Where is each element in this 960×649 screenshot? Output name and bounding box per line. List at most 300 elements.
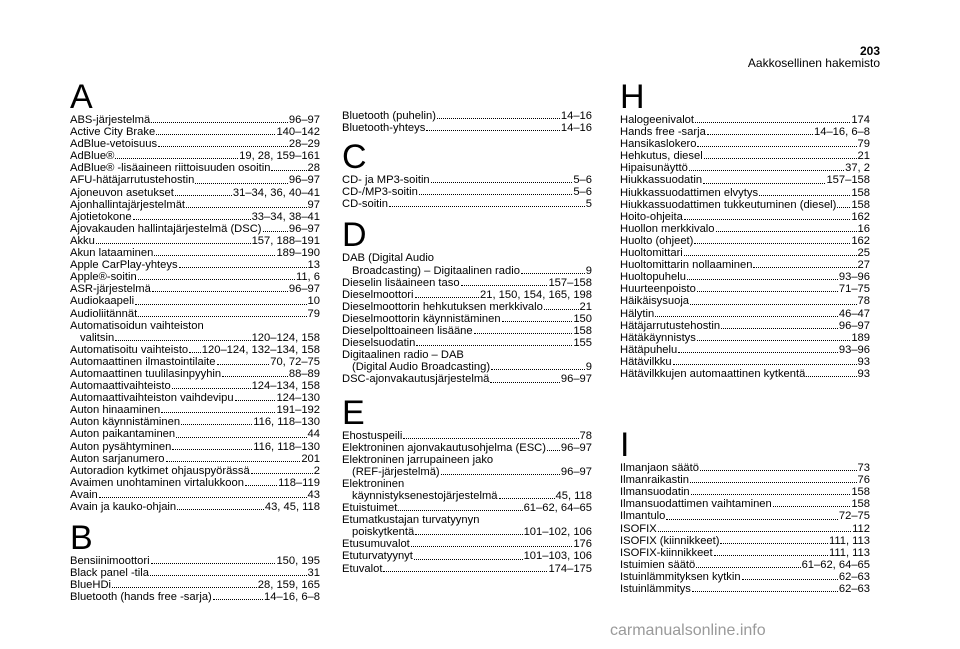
- leader-dots: [697, 291, 838, 292]
- leader-dots: [222, 376, 288, 377]
- entry-term: Automaattivaihteisto: [70, 380, 171, 393]
- entry-pages: 201: [301, 452, 320, 465]
- index-entry: [70, 380, 320, 392]
- leader-dots: [692, 591, 838, 592]
- leader-dots: [544, 309, 579, 310]
- index-entry: [70, 320, 320, 332]
- entry-term: Active City Brake: [70, 126, 156, 139]
- entry-pages: 78: [579, 429, 592, 442]
- entry-term: Bluetooth-yhteys: [342, 122, 426, 135]
- leader-dots: [499, 498, 555, 499]
- entry-list: [342, 252, 592, 385]
- entry-term: Autoradion kytkimet ohjauspyörässä: [70, 464, 250, 477]
- entry-pages: 158: [851, 486, 870, 499]
- leader-dots: [151, 122, 288, 123]
- entry-pages: 43: [307, 488, 320, 501]
- index-entry: [70, 368, 320, 380]
- entry-pages: 14–16, 6–8: [814, 126, 870, 139]
- entry-term: Hands free -sarja: [620, 126, 706, 139]
- entry-pages: 21: [579, 300, 592, 313]
- index-entry: [620, 486, 870, 498]
- entry-term: Automaattinen tuulilasinpyyhin: [70, 367, 222, 380]
- leader-dots: [195, 183, 288, 184]
- entry-pages: 61–62, 64–65: [523, 502, 592, 515]
- index-entry: [70, 465, 320, 477]
- entry-pages: 96–97: [288, 174, 320, 187]
- entry-term: Huollon merkkivalo: [620, 222, 715, 235]
- index-entry: [70, 295, 320, 307]
- entry-pages: 155: [573, 337, 592, 350]
- entry-list: [620, 114, 870, 380]
- entry-term: Digitaalinen radio – DAB: [342, 349, 464, 362]
- leader-dots: [181, 424, 252, 425]
- entry-term: Huolto (ohjeet): [620, 234, 694, 247]
- entry-term: Black panel -tila: [70, 567, 149, 580]
- entry-term: CD-soitin: [342, 198, 389, 211]
- index-entry: [342, 174, 592, 186]
- leader-dots: [691, 494, 851, 495]
- leader-dots: [416, 345, 572, 346]
- index-entry: [342, 526, 592, 538]
- entry-pages: 14–16: [560, 122, 592, 135]
- entry-term: Broadcasting) – Digitaalinen radio: [352, 264, 520, 277]
- leader-dots: [431, 182, 573, 183]
- entry-pages: 174–175: [548, 562, 592, 575]
- entry-term: Apple®-soitin: [70, 271, 137, 284]
- index-entry: [342, 502, 592, 514]
- entry-term: CD-/MP3-soitin: [342, 186, 418, 199]
- leader-dots: [714, 555, 828, 556]
- entry-term: Hiukkassuodattimen elvytys: [620, 186, 759, 199]
- index-entry: [342, 361, 592, 373]
- index-entry: [70, 489, 320, 501]
- index-entry: [342, 430, 592, 442]
- entry-pages: 93–96: [838, 271, 870, 284]
- section-letter: I: [620, 426, 630, 465]
- entry-pages: 116, 118–130: [253, 440, 320, 453]
- index-entry: [70, 453, 320, 465]
- index-entry: [70, 579, 320, 591]
- index-entry: [620, 114, 870, 126]
- index-entry: [620, 174, 870, 186]
- entry-term: AdBlue®: [70, 150, 115, 163]
- entry-term: ABS-järjestelmä: [70, 114, 151, 126]
- index-entry: [620, 510, 870, 522]
- index-entry: [70, 477, 320, 489]
- leader-dots: [271, 170, 306, 171]
- entry-term: Dieselmoottori: [342, 288, 414, 301]
- leader-dots: [697, 146, 856, 147]
- leader-dots: [217, 364, 270, 365]
- entry-pages: 93: [857, 355, 870, 368]
- entry-term: Hansikaslokero: [620, 138, 697, 151]
- entry-term: Dieselin lisäaineen taso: [342, 276, 460, 289]
- entry-pages: 176: [573, 538, 592, 551]
- entry-term: (REF-järjestelmä): [352, 465, 440, 478]
- leader-dots: [156, 134, 275, 135]
- leader-dots: [716, 231, 857, 232]
- index-entry: [342, 538, 592, 550]
- index-entry: [620, 462, 870, 474]
- entry-term: Etuturvatyynyt: [342, 550, 413, 563]
- entry-pages: 2: [313, 464, 320, 477]
- index-entry: [342, 466, 592, 478]
- entry-term: Dieselmoottorin hehkutuksen merkkivalo: [342, 300, 543, 313]
- leader-dots: [138, 316, 306, 317]
- entry-term: Auton hinaaminen: [70, 404, 161, 417]
- entry-list: [342, 174, 592, 210]
- index-entry: [342, 478, 592, 490]
- entry-pages: 174: [851, 114, 870, 126]
- entry-term: Bluetooth (puhelin): [342, 110, 436, 122]
- leader-dots: [490, 382, 560, 383]
- index-entry: [620, 571, 870, 583]
- entry-term: Ajotietokone: [70, 210, 132, 223]
- leader-dots: [704, 158, 857, 159]
- entry-term: Akku: [70, 234, 95, 247]
- entry-pages: 150: [573, 312, 592, 325]
- leader-dots: [666, 519, 837, 520]
- index-column-1: [70, 76, 320, 609]
- entry-term: käynnistyksenestojärjestelmä: [352, 489, 498, 502]
- leader-dots: [151, 563, 276, 564]
- leader-dots: [687, 279, 838, 280]
- entry-pages: 124–130: [276, 392, 320, 405]
- leader-dots: [441, 474, 560, 475]
- leader-dots: [96, 243, 251, 244]
- index-entry: [620, 320, 870, 332]
- index-entry: [342, 563, 592, 575]
- index-entry: [70, 392, 320, 404]
- leader-dots: [189, 352, 201, 353]
- entry-pages: 70, 72–75: [270, 355, 320, 368]
- entry-pages: 72–75: [838, 510, 870, 523]
- entry-pages: 78: [857, 295, 870, 308]
- index-entry: [70, 138, 320, 150]
- index-entry: [70, 501, 320, 513]
- index-entry: [70, 187, 320, 199]
- leader-dots: [655, 316, 838, 317]
- leader-dots: [166, 461, 301, 462]
- index-entry: [342, 265, 592, 277]
- entry-pages: 191–192: [276, 404, 320, 417]
- index-entry: [342, 252, 592, 264]
- leader-dots: [177, 509, 264, 510]
- entry-term: Hätävilkkujen automaattinen kytkentä: [620, 367, 806, 380]
- leader-dots: [186, 207, 307, 208]
- leader-dots: [684, 219, 851, 220]
- index-entry: [620, 547, 870, 559]
- entry-pages: 9: [585, 361, 592, 374]
- leader-dots: [112, 587, 257, 588]
- entry-pages: 111, 113: [828, 534, 870, 547]
- leader-dots: [426, 130, 560, 131]
- index-entry: [70, 416, 320, 428]
- leader-dots: [678, 352, 838, 353]
- entry-pages: 76: [857, 474, 870, 487]
- entry-term: DAB (Digital Audio: [342, 252, 435, 265]
- leader-dots: [721, 328, 838, 329]
- entry-pages: 79: [857, 138, 870, 151]
- index-entry: [620, 150, 870, 162]
- index-entry: [70, 247, 320, 259]
- entry-term: valitsin: [80, 331, 115, 344]
- index-section: [342, 140, 592, 210]
- entry-pages: 96–97: [560, 465, 592, 478]
- leader-dots: [398, 510, 522, 511]
- index-entry: [342, 277, 592, 289]
- leader-dots: [176, 437, 306, 438]
- leader-dots: [703, 183, 825, 184]
- leader-dots: [415, 297, 480, 298]
- entry-pages: 5–6: [573, 186, 592, 199]
- entry-term: Etusumuvalot: [342, 538, 410, 551]
- index-entry: [342, 289, 592, 301]
- entry-pages: 45, 118: [555, 489, 592, 502]
- leader-dots: [138, 279, 295, 280]
- section-letter: E: [342, 393, 365, 432]
- entry-pages: 61–62, 64–65: [801, 558, 870, 571]
- entry-pages: 73: [857, 462, 870, 475]
- entry-term: Dieselpolttoaineen lisääne: [342, 325, 473, 338]
- entry-pages: 96–97: [838, 319, 870, 332]
- entry-term: Etuvalot: [342, 562, 383, 575]
- index-entry: [70, 150, 320, 162]
- entry-term: Hälytin: [620, 307, 655, 320]
- entry-term: Auton sarjanumero: [70, 452, 165, 465]
- leader-dots: [806, 376, 856, 377]
- index-column-3: [620, 76, 870, 601]
- entry-pages: 120–124, 158: [251, 331, 320, 344]
- entry-pages: 10: [307, 295, 320, 308]
- entry-term: Hätäkäynnistys: [620, 331, 696, 344]
- entry-pages: 21: [857, 150, 870, 163]
- entry-term: Istuimien säätö: [620, 558, 696, 571]
- index-entry: [620, 247, 870, 259]
- entry-pages: 150, 195: [276, 555, 320, 568]
- entry-term: Bensiinimoottori: [70, 555, 150, 568]
- entry-term: Auton paikantaminen: [70, 428, 176, 441]
- entry-term: Hoito-ohjeita: [620, 210, 683, 223]
- entry-term: (Digital Audio Broadcasting): [352, 361, 491, 374]
- index-entry: [70, 211, 320, 223]
- index-entry: [70, 404, 320, 416]
- entry-term: Huurteenpoisto: [620, 283, 696, 296]
- index-entry: [70, 428, 320, 440]
- leader-dots: [175, 195, 232, 196]
- entry-term: AdBlue-vetoisuus: [70, 138, 158, 151]
- index-entry: [620, 138, 870, 150]
- leader-dots: [415, 534, 522, 535]
- entry-pages: 71–75: [838, 283, 870, 296]
- leader-dots: [99, 497, 307, 498]
- entry-term: Istuinlämmityksen kytkin: [620, 570, 741, 583]
- entry-term: ISOFIX (kiinnikkeet): [620, 534, 720, 547]
- entry-pages: 33–34, 38–41: [251, 210, 320, 223]
- entry-list: [70, 555, 320, 603]
- entry-list: [342, 430, 592, 575]
- entry-pages: 21, 150, 154, 165, 198: [480, 288, 592, 301]
- entry-pages: 96–97: [560, 373, 592, 386]
- index-entry: [620, 162, 870, 174]
- leader-dots: [179, 267, 307, 268]
- index-section: [342, 393, 592, 575]
- entry-pages: 158: [851, 186, 870, 199]
- index-entry: [620, 187, 870, 199]
- entry-pages: 14–16, 6–8: [264, 591, 320, 604]
- entry-pages: 14–16: [560, 110, 592, 122]
- index-entry: [342, 454, 592, 466]
- index-section: [70, 80, 320, 513]
- index-entry: [342, 337, 592, 349]
- entry-pages: 162: [851, 234, 870, 247]
- leader-dots: [673, 364, 857, 365]
- index-entry: [620, 211, 870, 223]
- index-entry: [620, 235, 870, 247]
- entry-term: Avain ja kauko-ohjain: [70, 501, 177, 513]
- leader-dots: [389, 206, 585, 207]
- entry-pages: 140–142: [276, 126, 320, 139]
- entry-term: Dieselsuodatin: [342, 337, 416, 350]
- entry-term: Automatisoidun vaihteiston: [70, 319, 204, 332]
- index-entry: [70, 271, 320, 283]
- index-entry: [70, 199, 320, 211]
- leader-dots: [154, 255, 275, 256]
- entry-term: Hätäpuhelu: [620, 343, 678, 356]
- entry-pages: 5–6: [573, 174, 592, 187]
- entry-pages: 120–124, 132–134, 158: [201, 343, 320, 356]
- entry-pages: 46–47: [838, 307, 870, 320]
- index-entry: [620, 283, 870, 295]
- leader-dots: [697, 340, 850, 341]
- entry-pages: 96–97: [560, 441, 592, 454]
- entry-pages: 96–97: [288, 114, 320, 126]
- entry-term: Avain: [70, 488, 98, 501]
- index-section: [342, 110, 592, 134]
- entry-term: Automaattinen ilmastointilaite: [70, 355, 216, 368]
- entry-term: Hiukkassuodattimen tukkeutuminen (diesel): [620, 198, 837, 211]
- entry-pages: 9: [585, 264, 592, 277]
- index-entry: [70, 441, 320, 453]
- leader-dots: [115, 340, 250, 341]
- entry-term: Ehostuspeili: [342, 429, 403, 442]
- entry-pages: 157–158: [548, 276, 592, 289]
- entry-term: ISOFIX: [620, 522, 657, 535]
- entry-term: poiskytkentä: [352, 526, 415, 539]
- entry-pages: 28–29: [288, 138, 320, 151]
- entry-term: Ilmansuodatin: [620, 486, 690, 499]
- leader-dots: [263, 231, 288, 232]
- index-entry: [620, 223, 870, 235]
- entry-pages: 118–119: [278, 476, 320, 489]
- entry-pages: 158: [851, 498, 870, 511]
- leader-dots: [403, 438, 578, 439]
- leader-dots: [690, 482, 857, 483]
- index-entry: [620, 368, 870, 380]
- entry-term: Hätäjarrutustehostin: [620, 319, 721, 332]
- leader-dots: [161, 412, 275, 413]
- index-section: [70, 521, 320, 603]
- entry-pages: 96–97: [288, 283, 320, 296]
- index-entry: [620, 295, 870, 307]
- entry-pages: 162: [851, 210, 870, 223]
- leader-dots: [694, 243, 850, 244]
- leader-dots: [689, 170, 844, 171]
- entry-term: Hehkutus, diesel: [620, 150, 703, 163]
- entry-pages: 97: [307, 198, 320, 211]
- entry-list: [70, 114, 320, 513]
- entry-term: Audioliitännät: [70, 307, 138, 320]
- index-entry: [342, 313, 592, 325]
- entry-pages: 189: [851, 331, 870, 344]
- index-entry: [620, 498, 870, 510]
- entry-list: [620, 462, 870, 595]
- leader-dots: [150, 575, 307, 576]
- index-entry: [70, 344, 320, 356]
- leader-dots: [658, 531, 851, 532]
- leader-dots: [837, 207, 850, 208]
- leader-dots: [414, 559, 523, 560]
- leader-dots: [115, 158, 238, 159]
- entry-pages: 116, 118–130: [253, 416, 320, 429]
- leader-dots: [491, 369, 585, 370]
- index-entry: [620, 356, 870, 368]
- index-section: [620, 428, 870, 595]
- entry-term: Ilmanjaon säätö: [620, 462, 699, 475]
- index-entry: [620, 259, 870, 271]
- leader-dots: [172, 388, 251, 389]
- entry-pages: 157, 188–191: [251, 234, 320, 247]
- entry-pages: 124–134, 158: [251, 380, 320, 393]
- index-entry: [620, 199, 870, 211]
- leader-dots: [700, 470, 857, 471]
- index-entry: [342, 550, 592, 562]
- index-entry: [620, 583, 870, 595]
- section-letter: B: [70, 519, 93, 558]
- leader-dots: [695, 122, 850, 123]
- page-number: 203: [859, 44, 880, 58]
- leader-dots: [753, 267, 856, 268]
- index-entry: [70, 283, 320, 295]
- index-entry: [342, 349, 592, 361]
- entry-pages: 11, 6: [295, 271, 320, 284]
- entry-term: Huoltomittarin nollaaminen: [620, 259, 753, 272]
- entry-term: Ilmansuodattimen vaihtaminen: [620, 498, 772, 511]
- leader-dots: [720, 543, 827, 544]
- leader-dots: [684, 255, 857, 256]
- entry-term: DSC-ajonvakautusjärjestelmä: [342, 373, 490, 386]
- entry-pages: 158: [573, 325, 592, 338]
- leader-dots: [690, 304, 857, 305]
- entry-pages: 28: [307, 162, 320, 175]
- index-entry: [342, 514, 592, 526]
- leader-dots: [135, 304, 306, 305]
- entry-term: Hiukkassuodatin: [620, 174, 703, 187]
- leader-dots: [707, 134, 813, 135]
- index-entry: [70, 114, 320, 126]
- section-letter: H: [620, 78, 645, 116]
- leader-dots: [547, 450, 560, 451]
- index-entry: [70, 591, 320, 603]
- entry-pages: 88–89: [288, 367, 320, 380]
- index-entry: [70, 174, 320, 186]
- index-entry: [342, 325, 592, 337]
- entry-term: Ilmantulo: [620, 510, 666, 523]
- entry-pages: 157–158: [826, 174, 870, 187]
- section-letter: A: [70, 78, 93, 116]
- entry-term: Etuistuimet: [342, 502, 398, 515]
- entry-term: Ajovakauden hallintajärjestelmä (DSC): [70, 222, 262, 235]
